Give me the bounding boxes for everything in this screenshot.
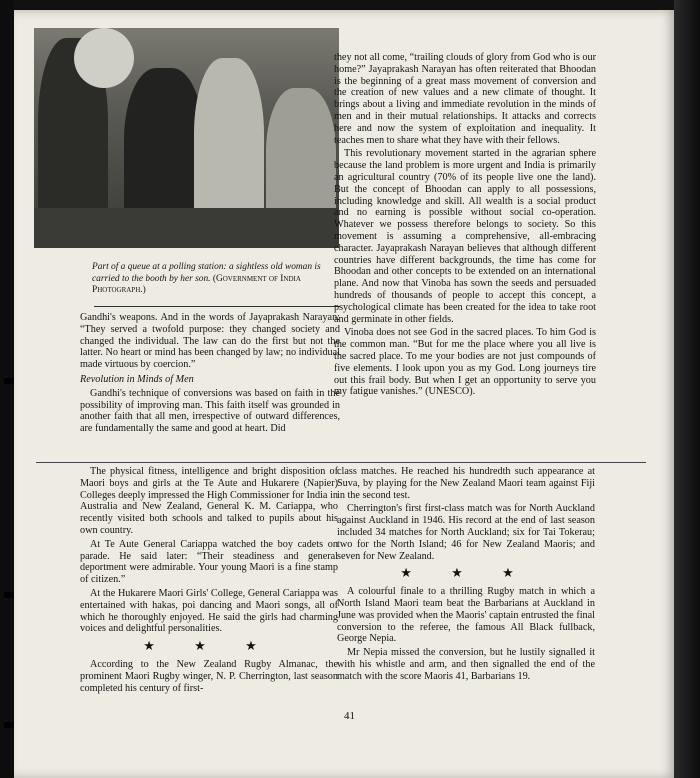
paragraph: Gandhi's weapons. And in the words of Jayaprakash Narayan: “They served a twofold purpose: they changed society and changed the individual. The law can do the first but not the latter. No heart or mind has been changed by law; no individual made virtuous by coercion.” xyxy=(80,312,340,371)
paragraph: This revolutionary movement started in the agrarian sphere because the land problem is more urgent and India is primarily an agricultural country (70% of its people live one the land). But the concept of Bhoodan can apply to all possessions, including knowledge and skill. All wealth is a social product and no earning is possible without social co-operation. Whatever we possess therefore belongs to society. So this movement is assuming a comprehensive, all-embracing character. Jayaprakash Narayan believes that although different countries have different backgrounds, the time has come for Bhoodan and other concepts to be extended on an international plane. And now that Vinoba has sown the seeds and persuaded hundreds of thousands of people to accept this concept, a psychological climate has been created for the idea to take root and germinate in other fields. xyxy=(334,148,596,325)
photo-ground xyxy=(34,208,339,248)
paragraph: According to the New Zealand Rugby Almanac, the prominent Maori Rugby winger, N. P. Cherrington, last season completed his century of first- xyxy=(80,658,338,694)
photo-caption xyxy=(92,262,340,297)
paragraph: At Te Aute General Cariappa watched the boy cadets on parade. He said later: “Their steadiness and general deportment were admirable. Your young Maori is a fine stamp of citizen.” xyxy=(80,538,338,586)
paragraph: A colourful finale to a thrilling Rugby match in which a North Island Maori team beat the Barbarians at Auckland in June was provided when the Maoris' captain entrusted the final conversion to the referee, the famous All Black fullback, George Nepia. xyxy=(337,586,595,645)
polling-station-photo xyxy=(34,28,339,248)
paragraph: they not all come, “trailing clouds of glory from God who is our home?” Jayaprakash Narayan has often reiterated that Bhoodan is the beginning of a great mass movement of conversion and the creation of new values and a new climate of thought. It brings about a living and immediate revolution in the minds of men and in their mutual relationships. It attacks and corrects here and now the system of exploitation and inequality. It teaches men to share what they have with their fellows. xyxy=(334,52,596,146)
page-number: 41 xyxy=(344,710,355,722)
lower-left-column xyxy=(80,466,338,696)
paragraph: The physical fitness, intelligence and bright disposition of Maori boys and girls at the Te Aute and Hukarere (Napier) Colleges deeply impressed the High Commissioner for India in Australia and New Zealand, General K. M. Cariappa, who recently visited both schools and talked to pupils about his own country. xyxy=(80,466,338,536)
binder-edge xyxy=(0,0,14,778)
subheading: Revolution in Minds of Men xyxy=(80,373,194,385)
caption-rule xyxy=(94,306,340,307)
paragraph: Mr Nepia missed the conversion, but he lustily signalled it with his whistle and arm, and then signalled the end of the match with the score Maoris 41, Barbarians 19. xyxy=(337,647,595,682)
paragraph: class matches. He reached his hundredth such appearance at Suva, by playing for the New Zealand Maori team against Fiji in the second test. xyxy=(337,466,595,501)
right-column xyxy=(334,52,596,400)
left-column xyxy=(80,312,340,437)
page-edge-shadow xyxy=(674,0,700,778)
lower-right-column xyxy=(337,466,595,685)
star-separator: ★ ★ ★ xyxy=(400,565,532,581)
photo-turban xyxy=(74,28,134,88)
star-separator: ★ ★ ★ xyxy=(143,638,275,654)
paragraph: Vinoba does not see God in the sacred places. To him God is the common man. “But for me the place where you all live is the sacred place. To me your bodies are not just compounds of five elements. I look upon you as my God. Long journeys tire out this frail body. But when I get an opportunity to serve you my fatigue vanishes.” (UNESCO). xyxy=(334,327,596,398)
paragraph: Gandhi's technique of conversions was based on faith in the possibility of improving man. This faith itself was grounded in another faith that all men, irrespective of outward differences, are fundamentally the same and good at heart. Did xyxy=(80,387,340,435)
section-divider xyxy=(36,462,646,463)
caption-text: Part of a queue at a polling station: a sightless old woman is carried to the booth by her son. xyxy=(92,262,321,284)
photo-credit: (Government of India Photograph.) xyxy=(92,273,301,295)
paragraph: Cherrington's first first-class match was for North Auckland against Auckland in 1946. His record at the end of last season included 34 matches for North Auckland; six for Tai Tokerau; two for the North Island; 46 for New Zealand Maoris; and seven for New Zealand. xyxy=(337,503,595,562)
scanned-page xyxy=(14,10,676,778)
paragraph: At the Hukarere Maori Girls' College, General Cariappa was entertained with hakas, poi dancing and Maori songs, all of which he thoroughly enjoyed. He said the girls had charming voices and delightful personalities. xyxy=(80,587,338,635)
